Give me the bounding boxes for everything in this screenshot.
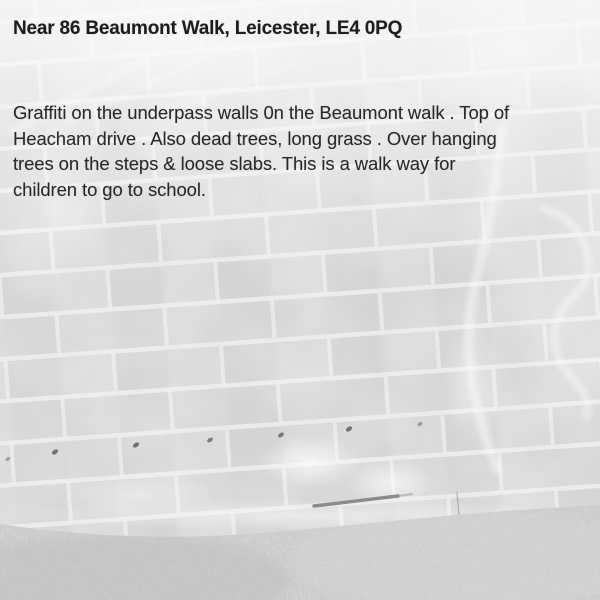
report-description-line: Heacham drive . Also dead trees, long grass . Over hanging	[13, 127, 497, 149]
report-location-title: Near 86 Beaumont Walk, Leicester, LE4 0PQ	[13, 18, 403, 39]
report-description-line: Graffiti on the underpass walls 0n the Beaumont walk . Top of	[13, 102, 510, 123]
report-description	[13, 100, 509, 202]
report-description-line: children to go to school.	[13, 178, 206, 200]
report-description-line: trees on the steps & loose slabs. This is a walk way for	[13, 153, 456, 175]
